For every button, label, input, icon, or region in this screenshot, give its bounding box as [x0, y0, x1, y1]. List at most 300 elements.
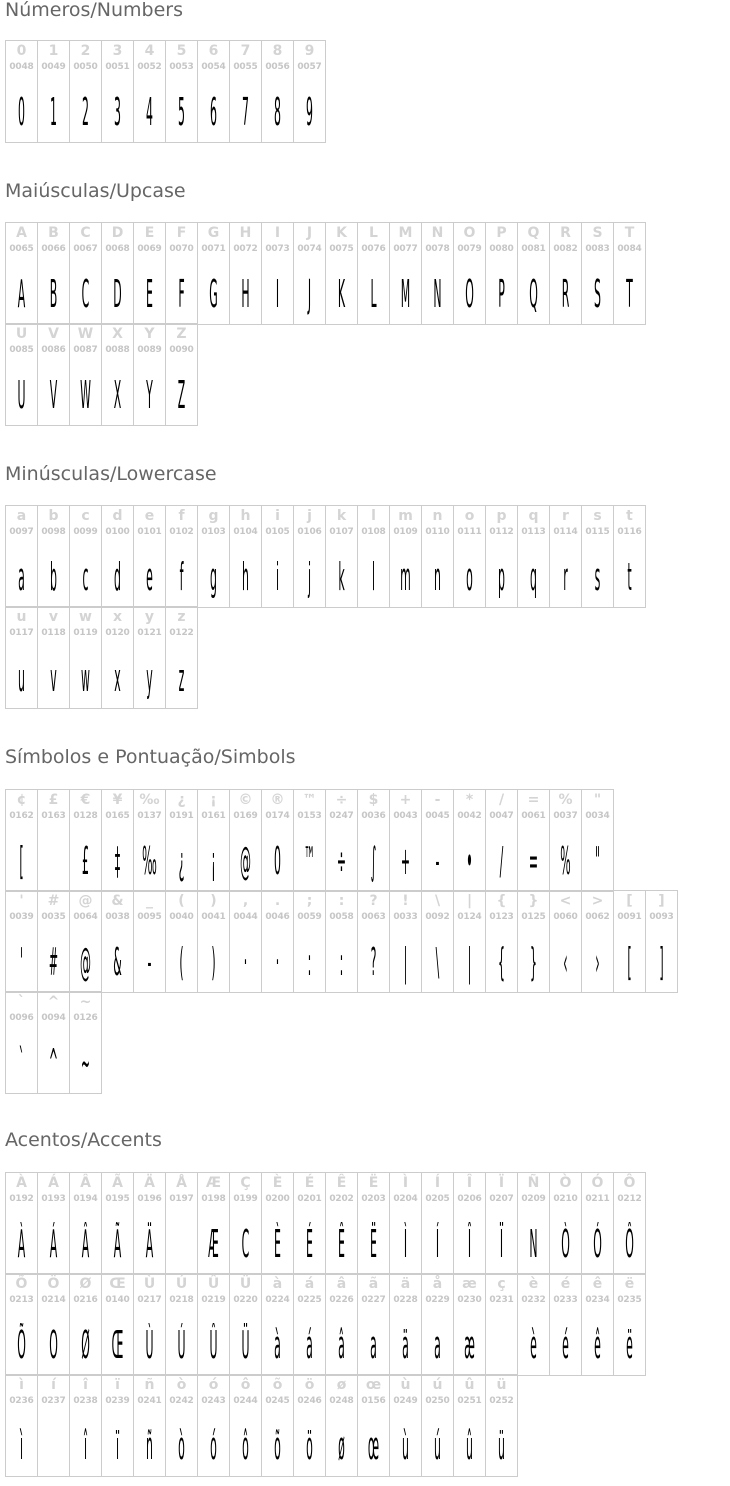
glyph-preview: C	[81, 272, 90, 316]
glyph-preview: Î	[467, 1222, 472, 1266]
section-title: Maiúsculas/Upcase	[5, 180, 186, 202]
char-code: 0106	[297, 527, 322, 537]
char-code: 0060	[553, 912, 578, 922]
glyph-preview: z	[178, 656, 185, 700]
glyph-preview: ò	[178, 1424, 185, 1468]
char-code: 0124	[457, 912, 482, 922]
glyph-preview	[49, 838, 59, 884]
glyph-preview: À	[17, 1222, 26, 1266]
glyph-row	[5, 789, 614, 892]
glyph-cell	[390, 1274, 422, 1375]
glyph-preview: Œ	[111, 1323, 124, 1367]
glyph-preview: H	[241, 272, 250, 316]
char-code: 0224	[265, 1295, 290, 1305]
glyph-cell	[102, 506, 134, 607]
glyph-cell	[134, 223, 166, 324]
char-label: A	[16, 225, 27, 241]
glyph-preview: ?	[370, 940, 377, 984]
char-code: 0120	[105, 628, 130, 638]
glyph-cell	[486, 891, 518, 992]
glyph-cell	[582, 1173, 614, 1274]
glyph-cell	[70, 1375, 102, 1476]
char-code: 0066	[41, 244, 66, 254]
char-code: 0227	[361, 1295, 386, 1305]
char-label: {	[496, 893, 507, 909]
glyph-preview: ö	[306, 1424, 313, 1468]
glyph-cell	[582, 223, 614, 324]
char-code: 0204	[393, 1194, 418, 1204]
char-label: Ç	[240, 1175, 251, 1191]
char-label: h	[240, 508, 251, 524]
char-label: 8	[272, 43, 283, 59]
glyph-cell	[102, 1375, 134, 1476]
glyph-cell	[134, 607, 166, 708]
char-code: 0058	[329, 912, 354, 922]
char-code: 0232	[521, 1295, 546, 1305]
char-label: ê	[592, 1276, 603, 1292]
char-label: ó	[208, 1377, 219, 1393]
char-label: u	[16, 609, 27, 625]
char-label: Ø	[79, 1276, 92, 1292]
glyph-cell	[230, 41, 262, 142]
char-label: Ë	[368, 1175, 379, 1191]
char-label: Å	[176, 1175, 187, 1191]
char-label: œ	[365, 1377, 382, 1393]
char-label: Ï	[498, 1175, 505, 1191]
char-code: 0118	[41, 628, 66, 638]
char-code: 0162	[9, 811, 34, 821]
glyph-cell	[582, 506, 614, 607]
char-code: 0207	[489, 1194, 514, 1204]
glyph-cell	[6, 992, 38, 1093]
glyph-preview: ä	[402, 1323, 409, 1367]
char-code: 0250	[425, 1396, 450, 1406]
char-label: ]	[658, 893, 665, 909]
glyph-preview: æ	[464, 1323, 475, 1367]
glyph-cell	[166, 506, 198, 607]
glyph-cell	[38, 223, 70, 324]
char-code: 0161	[201, 811, 226, 821]
glyph-cell	[38, 891, 70, 992]
char-label: ø	[336, 1377, 347, 1393]
char-label: +	[399, 792, 412, 808]
char-label: !	[402, 893, 409, 909]
glyph-preview: J	[307, 272, 312, 316]
char-code: 0209	[521, 1194, 546, 1204]
char-label: ~	[79, 994, 92, 1010]
glyph-cell	[422, 223, 454, 324]
glyph-cell	[166, 1274, 198, 1375]
glyph-cell	[326, 1274, 358, 1375]
glyph-preview: õ	[274, 1424, 281, 1468]
char-code: 0119	[73, 628, 98, 638]
char-label: %	[558, 792, 573, 808]
char-code: 0228	[393, 1295, 418, 1305]
glyph-preview: 0	[18, 90, 25, 134]
char-label: $	[368, 792, 379, 808]
glyph-preview: ì	[19, 1424, 24, 1468]
glyph-preview: ‹	[563, 940, 568, 984]
char-label: Y	[144, 326, 155, 342]
char-code: 0238	[73, 1396, 98, 1406]
glyph-preview: ô	[242, 1424, 249, 1468]
char-label: G	[207, 225, 220, 241]
char-label: (	[178, 893, 185, 909]
char-code: 0048	[9, 62, 34, 72]
char-code: 0217	[137, 1295, 162, 1305]
glyph-cell	[358, 1274, 390, 1375]
glyph-cell	[486, 506, 518, 607]
glyph-preview: "	[594, 839, 601, 883]
glyph-cell	[6, 223, 38, 324]
glyph-cell	[166, 891, 198, 992]
char-code: 0091	[617, 912, 642, 922]
glyph-row	[5, 1273, 646, 1376]
char-label: [	[626, 893, 633, 909]
glyph-preview: g	[210, 555, 217, 599]
glyph-preview: 2	[82, 90, 89, 134]
glyph-preview: n	[434, 555, 441, 599]
char-code: 0102	[169, 527, 194, 537]
glyph-cell	[518, 1173, 550, 1274]
char-code: 0098	[41, 527, 66, 537]
glyph-preview: ê	[594, 1323, 601, 1367]
glyph-row	[5, 40, 326, 143]
glyph-cell	[230, 1375, 262, 1476]
char-label: y	[144, 609, 155, 625]
char-code: 0086	[41, 345, 66, 355]
char-code: 0122	[169, 628, 194, 638]
char-label: L	[369, 225, 378, 241]
glyph-cell	[134, 324, 166, 425]
char-code: 0068	[105, 244, 130, 254]
char-code: 0241	[137, 1396, 162, 1406]
char-label: ò	[176, 1377, 187, 1393]
glyph-preview: E	[146, 272, 153, 316]
char-code: 0076	[361, 244, 386, 254]
glyph-preview: [	[19, 839, 24, 883]
glyph-cell	[454, 1375, 486, 1476]
glyph-cell	[70, 1274, 102, 1375]
glyph-preview: £	[82, 839, 89, 883]
glyph-preview: Õ	[17, 1323, 26, 1367]
glyph-preview: ^	[48, 1041, 59, 1085]
glyph-cell	[262, 790, 294, 891]
char-label: s	[593, 508, 602, 524]
glyph-row	[5, 890, 678, 993]
char-label: Æ	[205, 1175, 222, 1191]
char-code: 0229	[425, 1295, 450, 1305]
glyph-cell	[390, 790, 422, 891]
glyph-cell	[166, 223, 198, 324]
char-code: 0083	[585, 244, 610, 254]
char-label: €	[80, 792, 91, 808]
glyph-cell	[358, 891, 390, 992]
glyph-preview: è	[530, 1323, 537, 1367]
glyph-cell	[262, 223, 294, 324]
glyph-cell	[646, 891, 678, 992]
char-label: À	[16, 1175, 27, 1191]
glyph-cell	[326, 790, 358, 891]
char-label: I	[274, 225, 281, 241]
glyph-preview: '	[19, 940, 23, 984]
glyph-preview: N	[433, 272, 442, 316]
char-label: 9	[304, 43, 315, 59]
char-label: w	[79, 609, 92, 625]
glyph-preview: Ó	[593, 1222, 602, 1266]
char-code: 0121	[137, 628, 162, 638]
char-label: d	[112, 508, 123, 524]
char-label: õ	[272, 1377, 283, 1393]
glyph-cell	[230, 506, 262, 607]
glyph-cell	[518, 223, 550, 324]
glyph-cell	[198, 506, 230, 607]
glyph-cell	[6, 1173, 38, 1274]
char-code: 0203	[361, 1194, 386, 1204]
glyph-preview: ·	[275, 940, 280, 984]
char-code: 0109	[393, 527, 418, 537]
char-label: ¥	[112, 792, 123, 808]
char-code: 0041	[201, 912, 226, 922]
glyph-cell	[358, 1173, 390, 1274]
char-label: ¿	[177, 792, 186, 808]
glyph-preview: a	[370, 1323, 377, 1367]
glyph-preview: u	[18, 656, 25, 700]
glyph-preview: D	[113, 272, 122, 316]
glyph-cell	[134, 506, 166, 607]
glyph-preview: -	[435, 839, 440, 883]
char-code: 0037	[553, 811, 578, 821]
char-code: 0206	[457, 1194, 482, 1204]
char-label: |	[466, 893, 473, 909]
char-code: 0110	[425, 527, 450, 537]
glyph-cell	[70, 607, 102, 708]
char-code: 0163	[41, 811, 66, 821]
glyph-cell	[166, 1375, 198, 1476]
glyph-preview: ñ	[146, 1424, 153, 1468]
glyph-preview: Ú	[177, 1323, 186, 1367]
char-code: 0248	[329, 1396, 354, 1406]
glyph-preview: Ï	[499, 1222, 504, 1266]
char-code: 0071	[201, 244, 226, 254]
glyph-preview: Y	[146, 373, 153, 417]
glyph-cell	[6, 1375, 38, 1476]
char-code: 0137	[137, 811, 162, 821]
char-code: 0233	[553, 1295, 578, 1305]
char-code: 0245	[265, 1396, 290, 1406]
glyph-cell	[294, 41, 326, 142]
glyph-preview: 6	[210, 90, 217, 134]
glyph-cell	[230, 790, 262, 891]
char-code: 0047	[489, 811, 514, 821]
glyph-preview: f	[179, 555, 184, 599]
char-label: ®	[270, 792, 285, 808]
glyph-cell	[486, 1173, 518, 1274]
glyph-cell	[390, 891, 422, 992]
char-code: 0070	[169, 244, 194, 254]
glyph-preview: I	[275, 272, 280, 316]
glyph-cell	[134, 1274, 166, 1375]
char-code: 0107	[329, 527, 354, 537]
glyph-cell	[70, 506, 102, 607]
char-label: í	[51, 1377, 56, 1393]
glyph-cell	[6, 607, 38, 708]
glyph-cell	[198, 1375, 230, 1476]
glyph-preview: Ã	[113, 1222, 122, 1266]
glyph-cell	[70, 790, 102, 891]
glyph-preview: \	[435, 940, 440, 984]
glyph-preview: ·	[243, 940, 248, 984]
char-label: à	[272, 1276, 283, 1292]
char-code: 0216	[73, 1295, 98, 1305]
char-label: D	[111, 225, 124, 241]
char-label: :	[338, 893, 345, 909]
glyph-preview: |	[467, 940, 472, 984]
char-code: 0050	[73, 62, 98, 72]
char-code: 0104	[233, 527, 258, 537]
glyph-preview: {	[498, 940, 505, 984]
char-code: 0094	[41, 1013, 66, 1023]
char-label: î	[83, 1377, 88, 1393]
char-code: 0034	[585, 811, 610, 821]
char-label: o	[464, 508, 475, 524]
char-label: Û	[207, 1276, 220, 1292]
glyph-preview: ï	[115, 1424, 120, 1468]
char-label: &	[111, 893, 124, 909]
char-label: 7	[240, 43, 251, 59]
glyph-preview: ó	[210, 1424, 217, 1468]
char-code: 0062	[585, 912, 610, 922]
char-code: 0111	[457, 527, 482, 537]
section-title: Acentos/Accents	[5, 1129, 162, 1151]
char-label: Ö	[47, 1276, 60, 1292]
char-label: ç	[497, 1276, 506, 1292]
char-code: 0045	[425, 811, 450, 821]
char-label: H	[239, 225, 252, 241]
char-code: 0198	[201, 1194, 226, 1204]
glyph-preview: S	[594, 272, 601, 316]
char-code: 0077	[393, 244, 418, 254]
char-code: 0235	[617, 1295, 642, 1305]
char-code: 0056	[265, 62, 290, 72]
char-label: J	[306, 225, 313, 241]
char-code: 0064	[73, 912, 98, 922]
glyph-cell	[6, 41, 38, 142]
char-label: -	[434, 792, 441, 808]
glyph-preview: }	[530, 940, 537, 984]
char-label: Œ	[109, 1276, 126, 1292]
glyph-cell	[230, 223, 262, 324]
glyph-preview: y	[146, 656, 153, 700]
glyph-preview: Û	[209, 1323, 218, 1367]
char-code: 0065	[9, 244, 34, 254]
glyph-cell	[550, 506, 582, 607]
glyph-cell	[294, 223, 326, 324]
char-label: ?	[369, 893, 378, 909]
glyph-preview: p	[498, 555, 505, 599]
glyph-cell	[486, 1375, 518, 1476]
char-label: k	[336, 508, 347, 524]
glyph-preview: à	[274, 1323, 281, 1367]
glyph-preview: /	[499, 839, 504, 883]
glyph-preview: Ê	[338, 1222, 345, 1266]
glyph-preview: k	[338, 555, 345, 599]
glyph-cell	[550, 790, 582, 891]
char-label: 3	[112, 43, 123, 59]
glyph-preview: t	[627, 555, 632, 599]
char-label: #	[47, 893, 60, 909]
char-code: 0195	[105, 1194, 130, 1204]
char-label: Ä	[144, 1175, 155, 1191]
glyph-preview: ‰	[142, 839, 157, 883]
glyph-preview: h	[242, 555, 249, 599]
char-label: U	[15, 326, 28, 342]
glyph-cell	[422, 506, 454, 607]
glyph-preview: -	[147, 940, 152, 984]
char-label: )	[210, 893, 217, 909]
glyph-preview: o	[466, 555, 473, 599]
char-code: 0191	[169, 811, 194, 821]
glyph-cell	[134, 1375, 166, 1476]
glyph-preview: O	[465, 272, 474, 316]
char-code: 0247	[329, 811, 354, 821]
char-label: Ó	[591, 1175, 604, 1191]
char-code: 0113	[521, 527, 546, 537]
glyph-cell	[614, 223, 646, 324]
glyph-preview: K	[337, 272, 346, 316]
glyph-cell	[70, 1173, 102, 1274]
glyph-preview: i	[275, 555, 280, 599]
char-code: 0116	[617, 527, 642, 537]
char-code: 0053	[169, 62, 194, 72]
glyph-preview: L	[370, 272, 377, 316]
char-code: 0078	[425, 244, 450, 254]
char-label: É	[304, 1175, 315, 1191]
char-label: _	[146, 893, 153, 909]
char-label: 6	[208, 43, 219, 59]
char-label: £	[48, 792, 59, 808]
glyph-row	[5, 323, 198, 426]
glyph-cell	[294, 1274, 326, 1375]
char-code: 0226	[329, 1295, 354, 1305]
glyph-preview: l	[371, 555, 376, 599]
char-code: 0200	[265, 1194, 290, 1204]
char-label: ¡	[210, 792, 217, 808]
glyph-preview: w	[81, 656, 90, 700]
glyph-cell	[70, 324, 102, 425]
glyph-cell	[614, 1274, 646, 1375]
char-label: >	[591, 893, 604, 909]
glyph-cell	[262, 891, 294, 992]
char-label: Z	[176, 326, 187, 342]
glyph-cell	[262, 1375, 294, 1476]
char-code: 0046	[265, 912, 290, 922]
glyph-preview: ü	[498, 1424, 505, 1468]
glyph-cell	[454, 790, 486, 891]
glyph-cell	[614, 1173, 646, 1274]
char-code: 0089	[137, 345, 162, 355]
char-code: 0035	[41, 912, 66, 922]
glyph-cell	[358, 1375, 390, 1476]
char-code: 0033	[393, 912, 418, 922]
char-code: 0100	[105, 527, 130, 537]
char-code: 0169	[233, 811, 258, 821]
char-code: 0225	[297, 1295, 322, 1305]
char-label: r	[562, 508, 569, 524]
char-code: 0101	[137, 527, 162, 537]
char-code: 0128	[73, 811, 98, 821]
char-label: W	[77, 326, 94, 342]
